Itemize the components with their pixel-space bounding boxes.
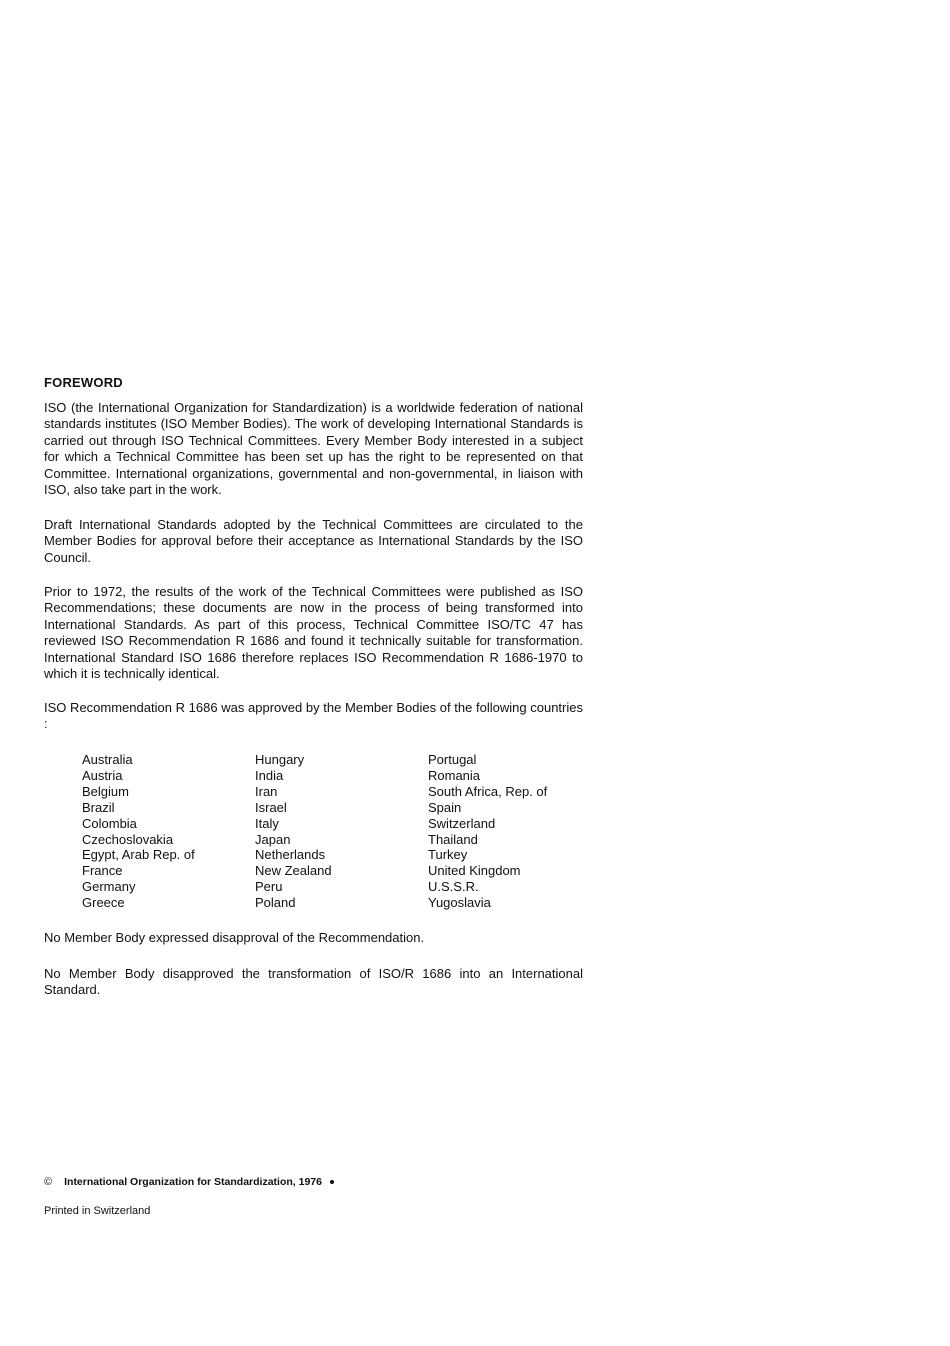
copyright-text: International Organization for Standardization, 1976 (64, 1176, 322, 1188)
foreword-paragraph-3: Prior to 1972, the results of the work of the Technical Committees were published as ISO Recommendations; these documents are now in the process of being transformed into International Standards. As part of this process, Technical Committee ISO/TC 47 has reviewed ISO Recommendation R 1686 and found it technically suitable for transformation. International Standard ISO 1686 therefore replaces ISO Recommendation R 1686-1970 to which it is technically identical. (44, 584, 583, 682)
country-item: Spain (428, 799, 462, 815)
country-item: Japan (255, 831, 291, 847)
country-item: Portugal (428, 752, 477, 767)
copyright-icon: © (44, 1176, 53, 1188)
country-item: Colombia (82, 815, 137, 831)
country-column-3 (428, 752, 598, 911)
country-item: Poland (255, 895, 296, 911)
country-item: Switzerland (428, 815, 496, 831)
country-item: United Kingdom (428, 863, 521, 879)
transformation-statement: No Member Body disapproved the transformation of ISO/R 1686 into an International Standard. (44, 966, 583, 998)
foreword-paragraph-2: Draft International Standards adopted by the Technical Committees are circulated to the Member Bodies for approval before their acceptance as International Standards by the ISO Council. (44, 517, 583, 565)
bullet-dot-icon (330, 1180, 334, 1184)
country-list (82, 752, 598, 911)
country-item: Italy (255, 815, 279, 831)
country-item: France (82, 863, 123, 879)
country-item: New Zealand (255, 863, 332, 879)
country-column-2 (255, 752, 428, 911)
country-item: Brazil (82, 799, 115, 815)
printed-in-line: Printed in Switzerland (44, 1205, 151, 1217)
country-item: South Africa, Rep. of (428, 783, 548, 799)
country-item: Czechoslovakia (82, 831, 174, 847)
copyright-line (44, 1176, 334, 1188)
country-item: Hungary (255, 752, 305, 767)
country-item: Yugoslavia (428, 895, 491, 911)
country-item: Iran (255, 783, 278, 799)
country-item: Israel (255, 799, 287, 815)
country-item: Romania (428, 767, 481, 783)
country-item: Turkey (428, 847, 468, 863)
country-item: India (255, 767, 284, 783)
foreword-paragraph-1: ISO (the International Organization for Standardization) is a worldwide federation of national standards institutes (ISO Member Bodies). The work of developing International Standards is carried out through ISO Technical Committees. Every Member Body interested in a subject for which a Technical Committee has been set up has the right to be represented on that Committee. International organizations, governmental and non-governmental, in liaison with ISO, also take part in the work. (44, 400, 583, 498)
country-item: U.S.S.R. (428, 879, 479, 895)
disapproval-statement: No Member Body expressed disapproval of the Recommendation. (44, 930, 425, 945)
country-column-1 (82, 752, 255, 911)
country-item: Austria (82, 767, 123, 783)
foreword-heading: FOREWORD (44, 375, 123, 390)
country-item: Greece (82, 895, 125, 911)
country-item: Netherlands (255, 847, 326, 863)
country-item: Peru (255, 879, 283, 895)
country-item: Egypt, Arab Rep. of (82, 847, 195, 863)
country-item: Thailand (428, 831, 478, 847)
approval-intro: ISO Recommendation R 1686 was approved by the Member Bodies of the following countries : (44, 700, 583, 732)
country-item: Australia (82, 752, 133, 767)
country-item: Belgium (82, 783, 129, 799)
country-item: Germany (82, 879, 136, 895)
